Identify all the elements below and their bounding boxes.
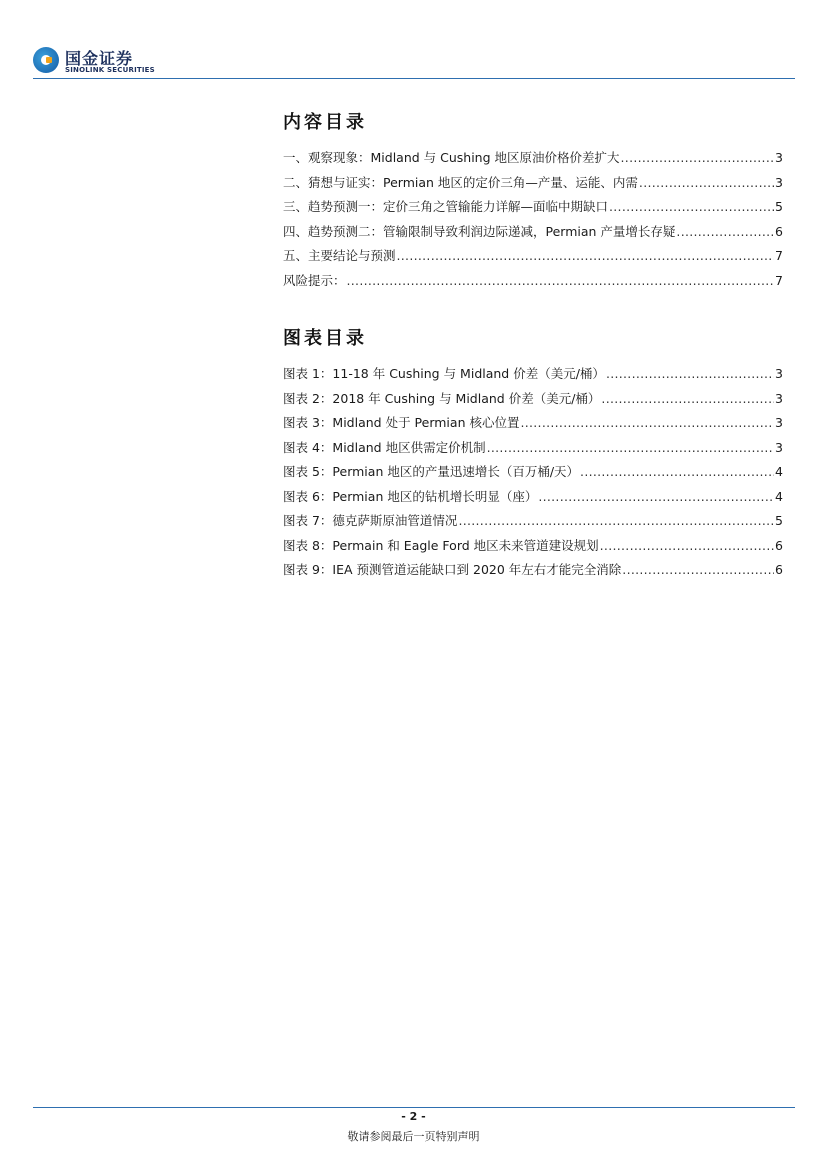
figure-entry[interactable] [283, 558, 783, 583]
dot-leader [538, 485, 774, 510]
figures-list [283, 362, 783, 583]
dot-leader [609, 195, 774, 220]
figure-entry-page: 3 [775, 366, 783, 381]
figure-entry-text: 图表 8：Permain 和 Eagle Ford 地区未来管道建设规划 [283, 537, 599, 553]
figure-entry-text: 图表 2：2018 年 Cushing 与 Midland 价差（美元/桶） [283, 390, 601, 406]
header-divider [33, 78, 795, 79]
page-number: - 2 - [401, 1110, 426, 1123]
figure-entry-page: 6 [775, 537, 783, 553]
figure-entry-page: 3 [775, 390, 783, 406]
dot-leader [397, 244, 775, 269]
contents-entry-text: 一、观察现象：Midland 与 Cushing 地区原油价格价差扩大 [283, 150, 620, 165]
dot-leader [676, 220, 774, 245]
dot-leader [601, 387, 774, 412]
figure-entry[interactable] [283, 411, 783, 436]
footer-divider [33, 1107, 795, 1108]
logo-english-name: SINOLINK SECURITIES [65, 66, 155, 74]
contents-entry-text: 四、趋势预测二：管输限制导致利润边际递减，Permian 产量增长存疑 [283, 223, 676, 239]
contents-entry[interactable] [283, 146, 783, 171]
dot-leader [458, 509, 774, 534]
contents-section [283, 108, 783, 293]
contents-entry[interactable] [283, 220, 783, 245]
figure-entry[interactable] [283, 436, 783, 461]
contents-entry-text: 二、猜想与证实：Permian 地区的定价三角—产量、运能、内需 [283, 174, 638, 190]
figure-entry-text: 图表 7：德克萨斯原油管道情况 [283, 513, 458, 528]
figures-title: 图表目录 [283, 328, 367, 349]
figure-entry-text: 图表 4：Midland 地区供需定价机制 [283, 439, 486, 455]
figure-entry-text: 图表 9：IEA 预测管道运能缺口到 2020 年左右才能完全消除 [283, 562, 622, 577]
disclaimer-note: 敬请参阅最后一页特别声明 [347, 1130, 480, 1143]
figure-entry[interactable] [283, 509, 783, 534]
figure-entry-page: 4 [775, 488, 783, 504]
contents-entry[interactable] [283, 269, 783, 294]
contents-entry-page: 7 [775, 272, 783, 288]
contents-entry-page: 7 [775, 248, 783, 263]
dot-leader [639, 171, 774, 196]
contents-title: 内容目录 [283, 112, 367, 133]
dot-leader [520, 411, 774, 436]
dot-leader [347, 269, 775, 294]
company-logo [33, 45, 163, 77]
figure-entry[interactable] [283, 387, 783, 412]
figure-entry[interactable] [283, 485, 783, 510]
figure-entry-text: 图表 3：Midland 处于 Permian 核心位置 [283, 415, 520, 430]
figure-entry-text: 图表 1：11-18 年 Cushing 与 Midland 价差（美元/桶） [283, 366, 605, 381]
figure-entry-page: 5 [775, 513, 783, 528]
contents-entry-text: 三、趋势预测一：定价三角之管输能力详解—面临中期缺口 [283, 199, 609, 214]
contents-entry-page: 3 [775, 174, 783, 190]
page-header [0, 0, 827, 82]
dot-leader [606, 362, 774, 387]
figure-entry[interactable] [283, 534, 783, 559]
contents-entry[interactable] [283, 244, 783, 269]
figure-entry-page: 3 [775, 439, 783, 455]
logo-emblem-icon [33, 47, 59, 73]
contents-entry-text: 风险提示： [283, 272, 346, 288]
contents-entry[interactable] [283, 171, 783, 196]
contents-entry[interactable] [283, 195, 783, 220]
contents-entry-page: 6 [775, 223, 783, 239]
dot-leader [621, 146, 775, 171]
figure-entry[interactable] [283, 362, 783, 387]
dot-leader [487, 436, 774, 461]
dot-leader [622, 558, 774, 583]
figures-section [283, 324, 783, 583]
figure-entry-text: 图表 6：Permian 地区的钻机增长明显（座） [283, 488, 538, 504]
contents-list [283, 146, 783, 293]
figure-entry[interactable] [283, 460, 783, 485]
logo-chinese-name: 国金证券 [65, 49, 134, 68]
dot-leader [580, 460, 774, 485]
figure-entry-page: 6 [775, 562, 783, 577]
contents-entry-page: 3 [775, 150, 783, 165]
figure-entry-page: 3 [775, 415, 783, 430]
dot-leader [600, 534, 774, 559]
figure-entry-page: 4 [775, 464, 783, 479]
figure-entry-text: 图表 5：Permian 地区的产量迅速增长（百万桶/天） [283, 464, 580, 479]
contents-entry-text: 五、主要结论与预测 [283, 248, 396, 263]
contents-entry-page: 5 [775, 199, 783, 214]
